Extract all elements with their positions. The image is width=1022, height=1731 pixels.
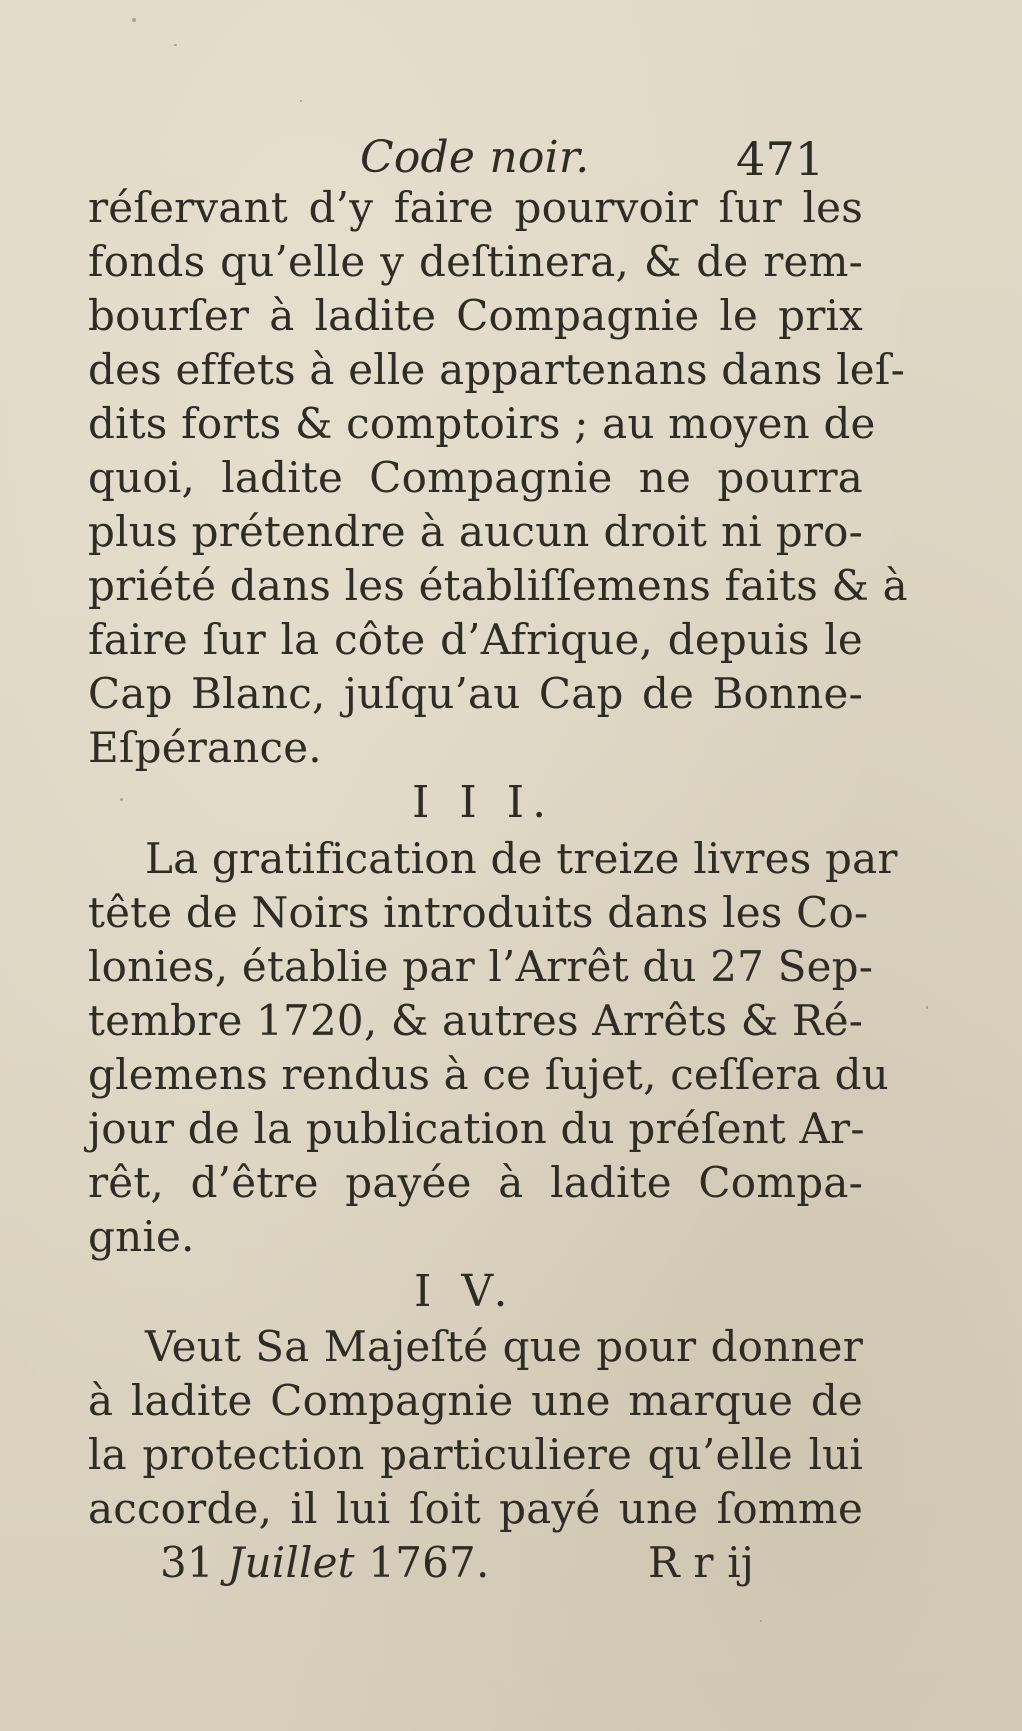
text-line: Veut Sa Majeſté que pour donner — [145, 1322, 863, 1371]
text-line: tête de Noirs introduits dans les Co- — [88, 888, 869, 937]
text-line: quoi, ladite Compagnie ne pourra — [88, 453, 863, 502]
paper-speck — [300, 100, 302, 102]
text-line: dits forts & comptoirs ; au moyen de — [88, 399, 876, 448]
section-heading-iv: I V. — [414, 1266, 516, 1317]
signature-mark: R r ij — [648, 1538, 755, 1587]
footer-month: Juillet — [227, 1538, 355, 1587]
text-line: glemens rendus à ce ſujet, ceſſera du — [88, 1050, 889, 1099]
paper-speck — [760, 1620, 762, 1622]
text-line: à ladite Compagnie une marque de — [88, 1376, 863, 1425]
text-line: faire ſur la côte d’Afrique, depuis le — [88, 615, 863, 664]
section-heading-iii: I I I. — [412, 777, 555, 828]
text-line: lonies, établie par l’Arrêt du 27 Sep- — [88, 942, 874, 991]
paper-speck — [120, 798, 123, 801]
text-line: la protection particuliere qu’elle lui — [88, 1430, 863, 1479]
text-line: des effets à elle appartenans dans leſ- — [88, 345, 905, 394]
text-line: priété dans les établiſſemens faits & à — [88, 561, 908, 610]
running-header-title: Code noir. — [360, 132, 590, 183]
text-line: accorde, il lui ſoit payé une ſomme — [88, 1484, 863, 1533]
footer-date — [160, 1538, 490, 1587]
page-number: 471 — [736, 132, 825, 186]
text-line: réſervant d’y faire pourvoir ſur les — [88, 183, 863, 232]
footer-year: 1767. — [368, 1538, 490, 1587]
text-line: Cap Blanc, juſqu’au Cap de Bonne- — [88, 669, 863, 718]
text-line: jour de la publication du préſent Ar- — [88, 1104, 865, 1153]
text-line: rêt, d’être payée à ladite Compa- — [88, 1158, 863, 1207]
text-line: Eſpérance. — [88, 723, 322, 772]
text-line: plus prétendre à aucun droit ni pro- — [88, 507, 863, 556]
footer-day: 31 — [160, 1538, 214, 1587]
paper-speck — [132, 18, 136, 22]
text-line: bourſer à ladite Compagnie le prix — [88, 291, 863, 340]
text-line: tembre 1720, & autres Arrêts & Ré- — [88, 996, 864, 1045]
text-line: fonds qu’elle y deſtinera, & de rem- — [88, 237, 863, 286]
text-line: gnie. — [88, 1212, 195, 1261]
paper-speck — [926, 1006, 928, 1009]
text-line: La gratification de treize livres par — [145, 834, 898, 883]
paper-speck — [174, 44, 177, 46]
